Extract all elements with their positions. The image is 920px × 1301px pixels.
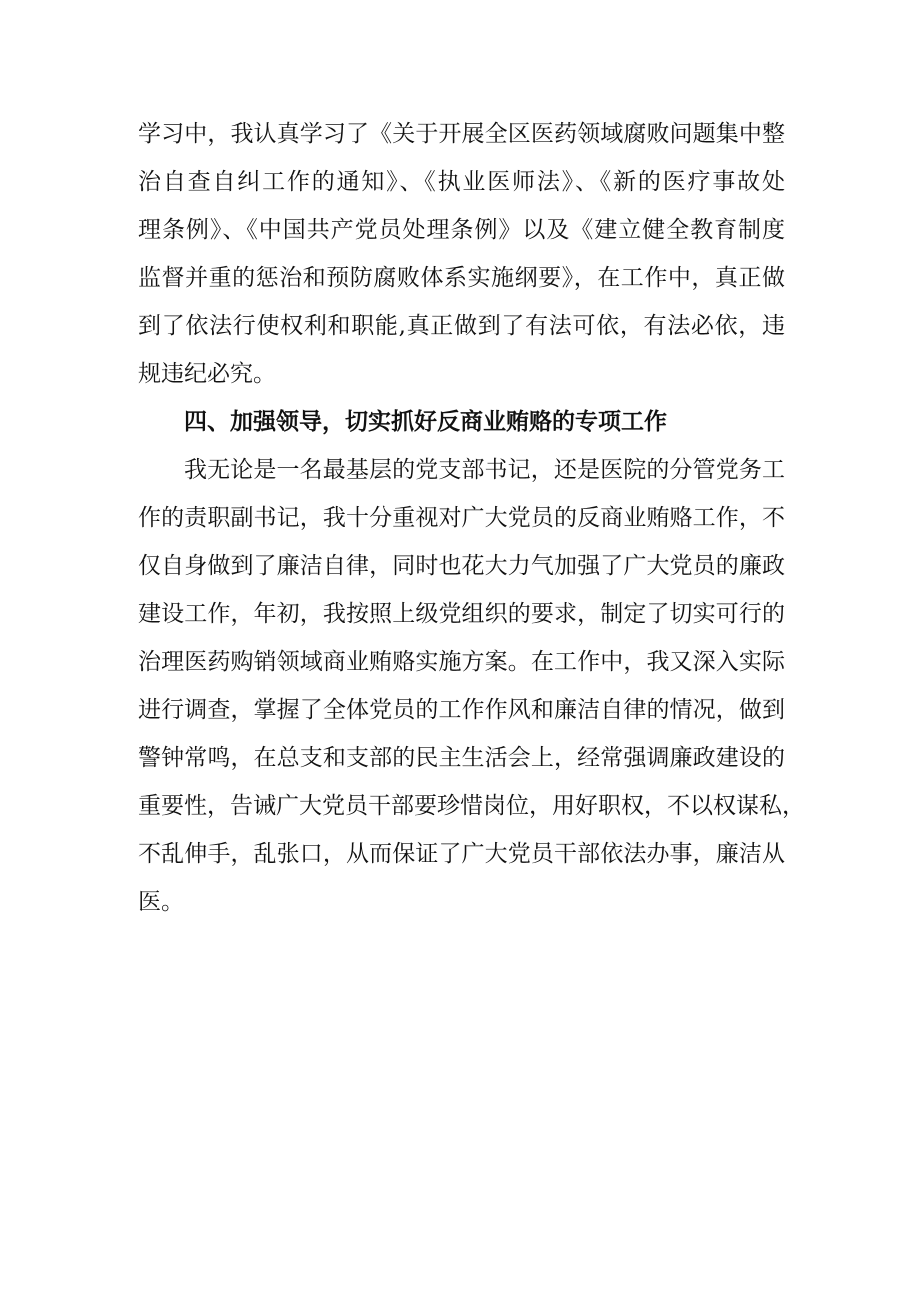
paragraph-line: 医。 xyxy=(138,889,184,915)
section-heading: 四、加强领导，切实抓好反商业贿赂的专项工作 xyxy=(184,409,667,435)
paragraph-line: 警钟常鸣，在总支和支部的民主生活会上，经常强调廉政建设的 xyxy=(138,745,785,771)
paragraph-1 xyxy=(138,110,785,398)
paragraph-line: 规违纪必究。 xyxy=(138,361,276,387)
paragraph-line: 重要性，告诫广大党员干部要珍惜岗位，用好职权，不以权谋私， xyxy=(138,793,805,819)
paragraph-line: 理条例》、《中国共产党员处理条例》以及《建立健全教育制度 xyxy=(138,217,785,243)
paragraph-line: 仅自身做到了廉洁自律，同时也花大力气加强了广大党员的廉政 xyxy=(138,553,785,579)
paragraph-line: 治自查自纠工作的通知》、《执业医师法》、《新的医疗事故处 xyxy=(138,169,785,195)
paragraph-line: 学习中，我认真学习了《关于开展全区医药领域腐败问题集中整 xyxy=(138,121,785,147)
paragraph-2 xyxy=(138,446,805,926)
paragraph-line: 治理医药购销领域商业贿赂实施方案。在工作中，我又深入实际 xyxy=(138,649,785,675)
paragraph-line: 我无论是一名最基层的党支部书记，还是医院的分管党务工 xyxy=(184,457,785,483)
paragraph-line: 不乱伸手，乱张口，从而保证了广大党员干部依法办事，廉洁从 xyxy=(138,841,785,867)
document-body xyxy=(138,110,805,926)
paragraph-line: 进行调查，掌握了全体党员的工作作风和廉洁自律的情况，做到 xyxy=(138,697,785,723)
paragraph-line: 到了依法行使权利和职能,真正做到了有法可依，有法必依，违 xyxy=(138,313,785,339)
paragraph-line: 作的责职副书记，我十分重视对广大党员的反商业贿赂工作，不 xyxy=(138,505,785,531)
paragraph-line: 建设工作，年初，我按照上级党组织的要求，制定了切实可行的 xyxy=(138,601,785,627)
paragraph-line: 监督并重的惩治和预防腐败体系实施纲要》，在工作中，真正做 xyxy=(138,265,785,291)
